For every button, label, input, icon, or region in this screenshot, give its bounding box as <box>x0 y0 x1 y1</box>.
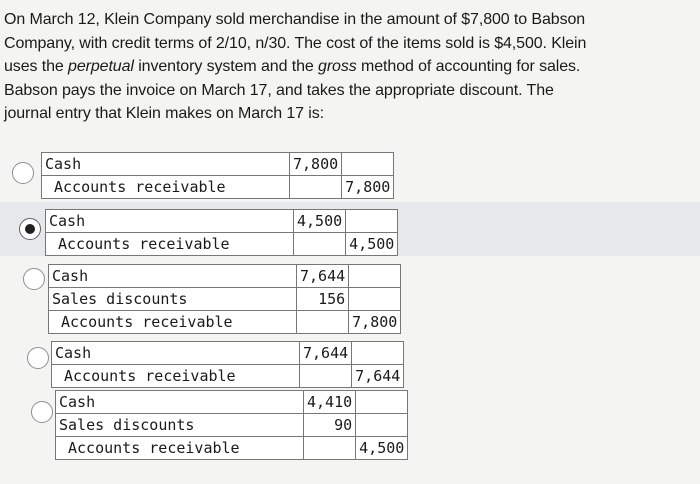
journal-row <box>42 153 394 176</box>
account-name: Cash <box>52 342 300 365</box>
credit-amount: 7,800 <box>349 311 401 334</box>
account-name: Accounts receivable <box>52 365 300 388</box>
debit-amount: 7,800 <box>290 153 342 176</box>
option-4-radio[interactable] <box>27 347 49 369</box>
option-5-journal-entry[interactable] <box>55 390 408 460</box>
option-2-radio[interactable] <box>19 218 41 240</box>
account-name: Cash <box>49 265 297 288</box>
question-part-1: On March 12, Klein Company sold merchandise in the amount of $7,800 to Babson Company, with credit terms of 2/10, n/30. The cost of the items sold is $4,500. Klein uses the <box>4 11 587 76</box>
debit-amount <box>290 176 342 199</box>
debit-amount: 90 <box>304 414 356 437</box>
account-name: Accounts receivable <box>56 437 304 460</box>
journal-row <box>42 176 394 199</box>
journal-row <box>56 437 408 460</box>
journal-row <box>49 288 401 311</box>
credit-amount <box>342 153 394 176</box>
debit-amount: 7,644 <box>300 342 352 365</box>
journal-row <box>49 265 401 288</box>
account-name: Sales discounts <box>56 414 304 437</box>
account-name: Cash <box>46 210 294 233</box>
credit-amount <box>349 265 401 288</box>
option-1-journal-entry[interactable] <box>41 152 394 199</box>
journal-row <box>46 210 398 233</box>
account-name: Accounts receivable <box>42 176 290 199</box>
account-name: Sales discounts <box>49 288 297 311</box>
debit-amount: 4,410 <box>304 391 356 414</box>
option-1-radio[interactable] <box>12 162 34 184</box>
account-name: Accounts receivable <box>46 233 294 256</box>
journal-row <box>52 365 404 388</box>
option-3-radio[interactable] <box>23 268 45 290</box>
debit-amount <box>297 311 349 334</box>
question-part-2: inventory system and the <box>133 58 319 76</box>
credit-amount <box>356 414 408 437</box>
account-name: Cash <box>42 153 290 176</box>
credit-amount: 7,800 <box>342 176 394 199</box>
journal-row <box>56 391 408 414</box>
option-4-journal-entry[interactable] <box>51 341 404 388</box>
debit-amount <box>300 365 352 388</box>
debit-amount: 4,500 <box>294 210 346 233</box>
question-text <box>4 8 594 126</box>
option-2-journal-entry[interactable] <box>45 209 398 256</box>
debit-amount: 156 <box>297 288 349 311</box>
credit-amount <box>356 391 408 414</box>
perpetual-term: perpetual <box>68 58 134 76</box>
debit-amount: 7,644 <box>297 265 349 288</box>
credit-amount: 7,644 <box>352 365 404 388</box>
debit-amount <box>304 437 356 460</box>
journal-row <box>52 342 404 365</box>
journal-row <box>56 414 408 437</box>
gross-term: gross <box>318 58 357 76</box>
credit-amount: 4,500 <box>356 437 408 460</box>
question-part-3: method of accounting for sales. Babson pays the invoice on March 17, and takes the appropriate discount. The journal entry that Klein makes on March 17 is: <box>4 58 581 123</box>
account-name: Cash <box>56 391 304 414</box>
option-3-journal-entry[interactable] <box>48 264 401 334</box>
credit-amount <box>352 342 404 365</box>
journal-row <box>46 233 398 256</box>
debit-amount <box>294 233 346 256</box>
account-name: Accounts receivable <box>49 311 297 334</box>
credit-amount <box>346 210 398 233</box>
journal-row <box>49 311 401 334</box>
option-5-radio[interactable] <box>31 401 53 423</box>
credit-amount <box>349 288 401 311</box>
credit-amount: 4,500 <box>346 233 398 256</box>
